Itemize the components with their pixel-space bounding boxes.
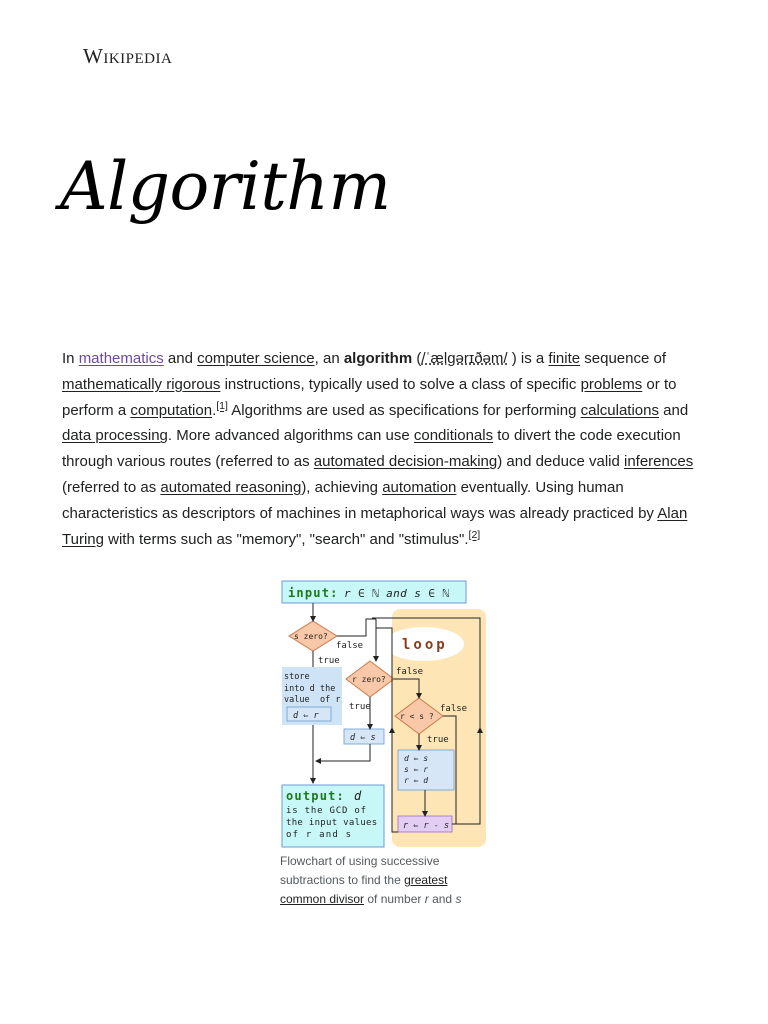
d-assign-r: d ⇐ r [293,711,319,721]
output-line-2: the input values [286,818,378,828]
output-line-3: of r and s [286,830,353,840]
false-label-2: false [396,667,424,677]
page-title: Algorithm [60,148,391,225]
link-finite[interactable]: finite [548,350,581,367]
link-inferences[interactable]: inferences [624,453,694,471]
link-problems[interactable]: problems [580,375,643,393]
flowchart-image [280,578,490,850]
link-calculations[interactable]: calculations [580,401,659,419]
link-automated-reasoning[interactable]: automated reasoning [160,478,302,496]
reference-2[interactable]: [2] [468,528,481,541]
r-zero-decision: r zero? [352,675,386,684]
swap-line-1: d ⇐ s [404,754,429,763]
loop-label: loop [402,637,448,653]
link-alan-turing[interactable]: Alan Turing [62,504,688,548]
link-conditionals[interactable]: conditionals [413,427,494,445]
false-label-3: false [440,704,468,714]
false-label-1: false [336,641,364,651]
output-line-1: is the GCD of [286,806,367,816]
r-less-s-decision: r < s ? [400,712,434,721]
input-expression: r ∈ ℕ and s ∈ ℕ [344,587,450,600]
s-zero-decision: s zero? [294,632,328,641]
reference-1[interactable]: [1] [216,399,228,412]
true-label-3: true [427,735,449,745]
true-label-1: true [318,656,340,666]
output-variable: d [354,789,362,803]
store-line-5: of r [320,695,341,705]
link-mathematically-rigorous[interactable]: mathematically rigorous [62,375,221,393]
swap-line-2: s ⇐ r [404,765,429,774]
swap-line-3: r ⇐ d [404,776,429,785]
r-minus-s: r ⇐ r - s [403,821,450,831]
d-assign-s: d ⇐ s [350,733,376,743]
link-data-processing[interactable]: data processing [62,427,168,445]
output-label: output: [286,789,345,803]
figure-caption: Flowchart of using successive subtractions to find the greatest common divisor of number r and s [280,854,462,906]
intro-paragraph: In mathematics and computer science, an algorithm (/ˈælɡərɪðəm/ ) is a finite sequence of mathematically rigorous instructions, typically used to solve a class of specific problems or to perform a computation.[1] Algorithms are used as specifications for performing calculations and data processing. More advanced algorithms can use conditionals to divert the code execution through various routes (referred to as automated decision-making) and deduce valid inferences (referred to as automated reasoning), achieving automation eventually. Using human characteristics as descriptors of machines in metaphorical ways was already practiced by Alan Turing with terms such as "memory", "search" and "stimulus".[2] [62,350,694,548]
wikipedia-logo[interactable]: Wikipedia [83,44,173,68]
input-label: input: [288,586,339,600]
link-computation[interactable]: computation [130,401,213,419]
store-line-2: into d [284,684,315,694]
store-line-4: value [284,695,310,705]
link-greatest-common-divisor[interactable]: greatest common divisor [280,873,448,906]
link-automation[interactable]: automation [382,478,457,496]
ipa-pronunciation[interactable]: /ˈælɡərɪðəm/ [421,350,508,367]
store-line-1: store [284,672,310,682]
flowchart-figure[interactable] [280,578,490,855]
store-line-3: the [320,684,336,694]
term-algorithm: algorithm [343,350,413,367]
true-label-2: true [349,702,371,712]
link-computer-science[interactable]: computer science [197,350,315,367]
link-automated-decision-making[interactable]: automated decision-making [313,453,498,471]
link-mathematics[interactable]: mathematics [78,350,164,367]
